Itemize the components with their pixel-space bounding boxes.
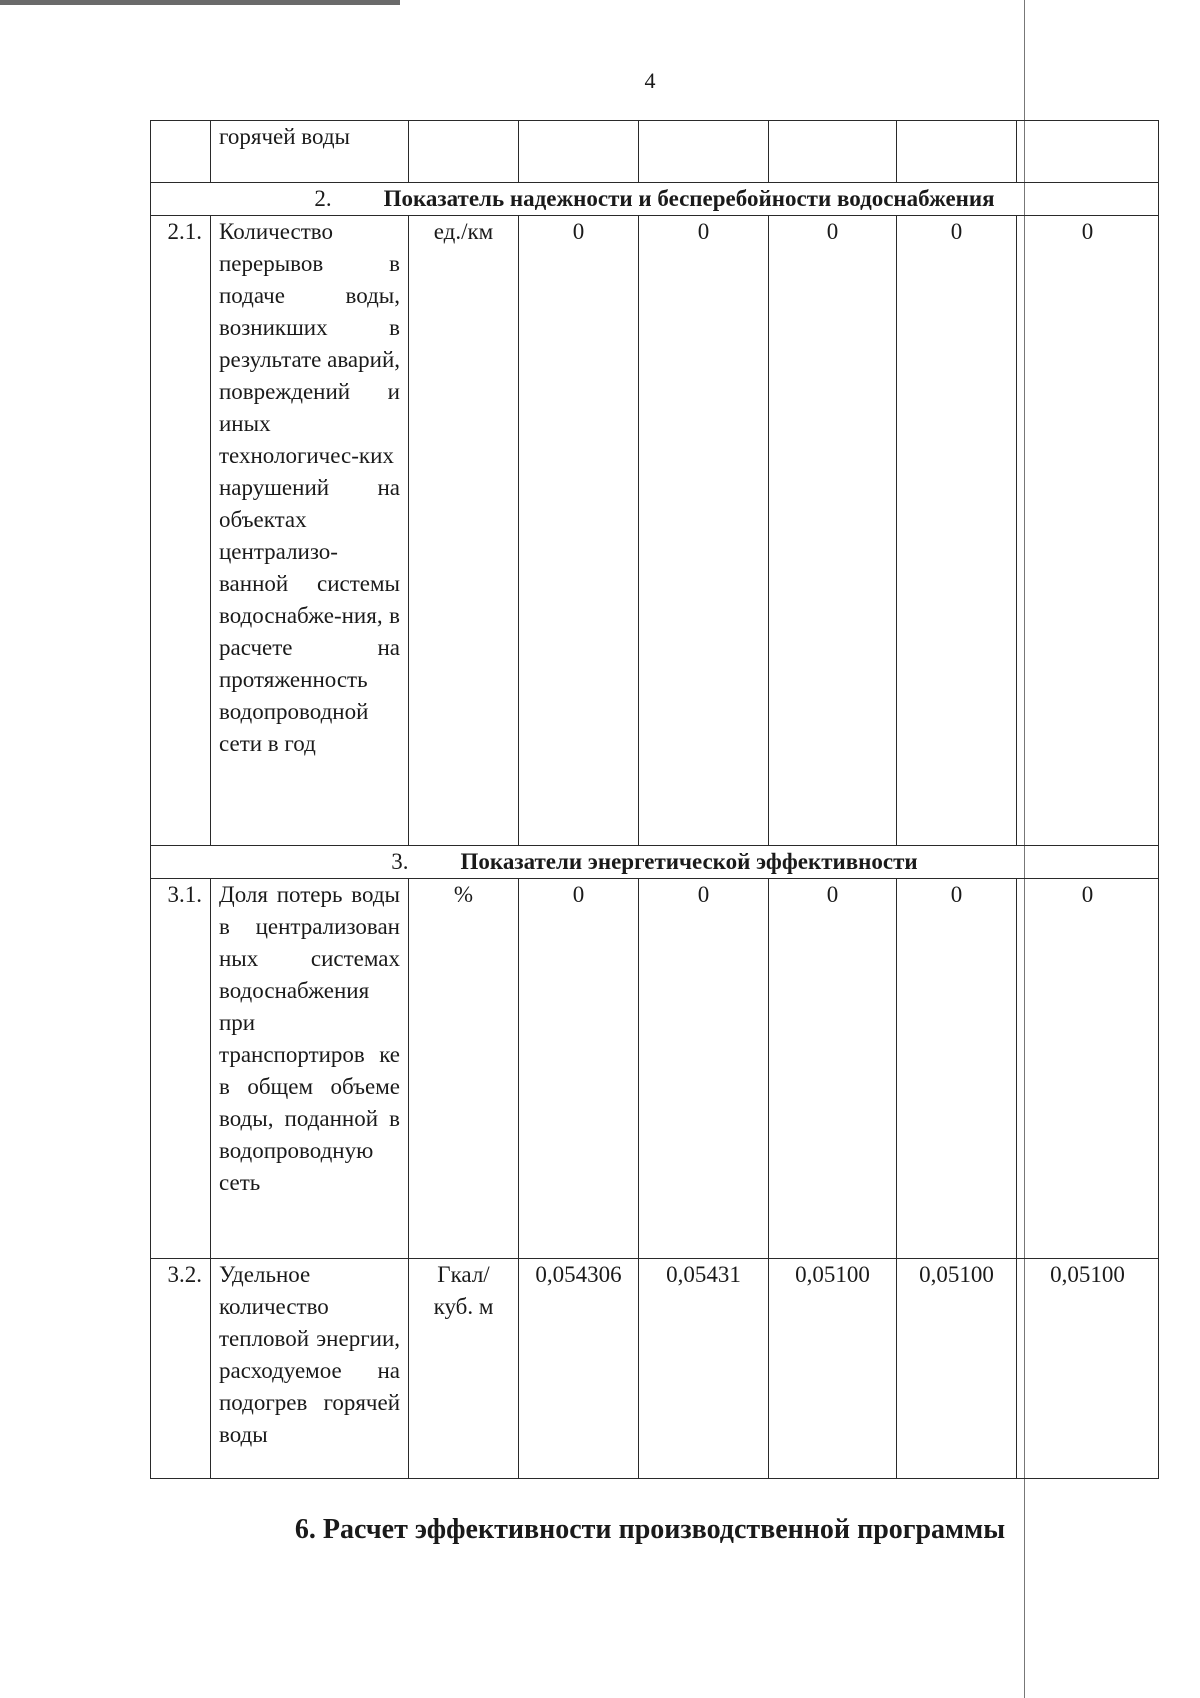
section-header-row	[151, 183, 1159, 216]
table-row	[151, 879, 1159, 1259]
indicator-name: Удельное количество тепловой энергии, расходуемое на подогрев горячей воды	[211, 1259, 409, 1479]
section-header-row	[151, 846, 1159, 879]
value-cell: 0	[639, 879, 769, 1259]
value-cell	[1017, 121, 1159, 183]
row-number: 3.1.	[151, 879, 211, 1259]
indicator-name: горячей воды	[211, 121, 409, 183]
table-row	[151, 1259, 1159, 1479]
row-number-cell	[151, 121, 211, 183]
indicator-name: Доля потерь воды в централизован ных системах водоснабжения при транспортиров ке в общем объеме воды, поданной в водопроводную сеть	[211, 879, 409, 1259]
value-cell: 0,05100	[769, 1259, 897, 1479]
value-cell: 0	[519, 216, 639, 846]
section-header-energy	[151, 846, 1159, 879]
value-cell	[769, 121, 897, 183]
value-cell: 0,054306	[519, 1259, 639, 1479]
section-title: Показатель надежности и бесперебойности водоснабжения	[383, 186, 995, 211]
section-number: 3.	[391, 849, 409, 874]
value-cell: 0,05431	[639, 1259, 769, 1479]
value-cell	[519, 121, 639, 183]
value-cell: 0	[769, 879, 897, 1259]
value-cell: 0	[897, 216, 1017, 846]
unit-cell: %	[409, 879, 519, 1259]
section-heading-efficiency-calc: 6. Расчет эффективности производственной программы	[294, 1514, 1006, 1545]
section-number: 2.	[314, 186, 332, 211]
indicator-name: Количество перерывов в подаче воды, возникших в результате аварий, повреждений и иных технологичес-ких нарушений на объектах централизо-ванной системы водоснабже-ния, в расчете на протяженность водопроводной сети в год	[211, 216, 409, 846]
section-title: Показатели энергетической эффективности	[460, 849, 918, 874]
value-cell: 0	[769, 216, 897, 846]
page-number: 4	[644, 68, 656, 93]
value-cell: 0,05100	[1017, 1259, 1159, 1479]
value-cell: 0	[1017, 216, 1159, 846]
value-cell: 0	[519, 879, 639, 1259]
value-cell: 0	[1017, 879, 1159, 1259]
table-row	[151, 216, 1159, 846]
section-header-reliability	[151, 183, 1159, 216]
scan-edge-mark	[0, 0, 400, 5]
value-cell: 0	[897, 879, 1017, 1259]
value-cell	[639, 121, 769, 183]
unit-cell: Гкал/ куб. м	[409, 1259, 519, 1479]
unit-cell	[409, 121, 519, 183]
value-cell: 0,05100	[897, 1259, 1017, 1479]
value-cell: 0	[639, 216, 769, 846]
value-cell	[897, 121, 1017, 183]
indicators-table	[150, 120, 1159, 1479]
unit-cell: ед./км	[409, 216, 519, 846]
row-number: 2.1.	[151, 216, 211, 846]
row-number: 3.2.	[151, 1259, 211, 1479]
table-row-continuation	[151, 121, 1159, 183]
